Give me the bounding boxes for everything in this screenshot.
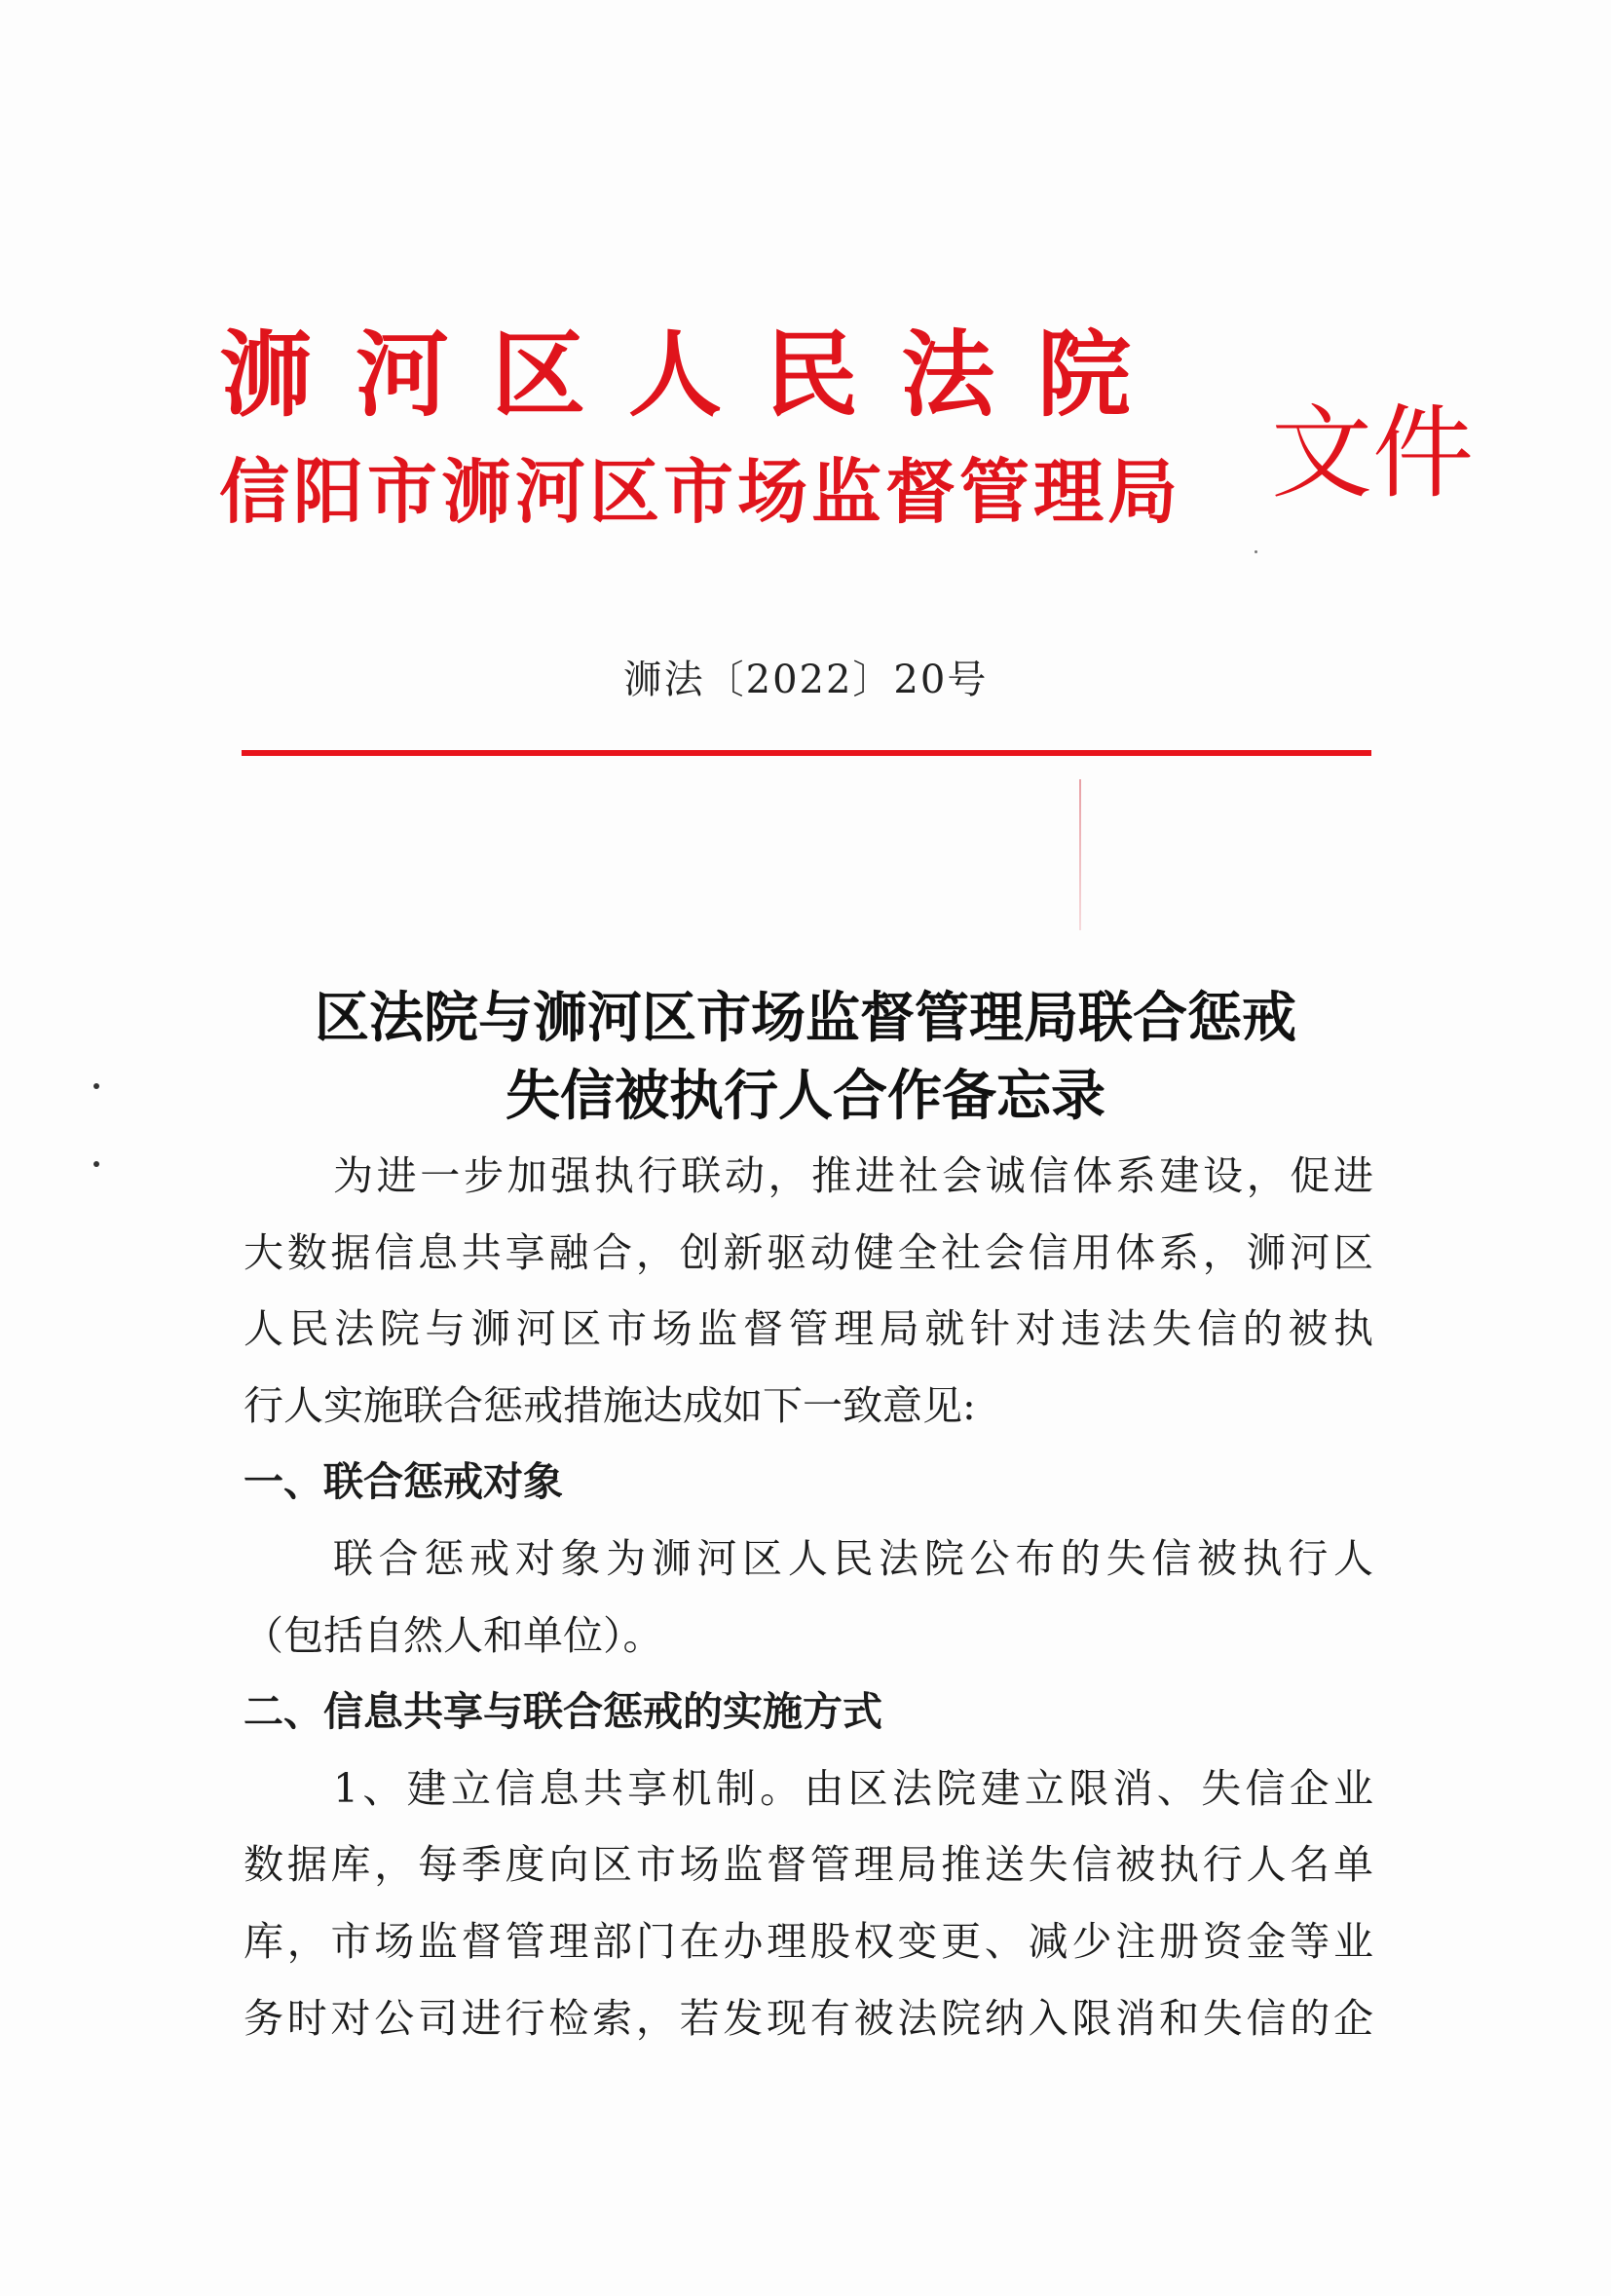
issuer-court: 浉河区人民法院 xyxy=(219,320,1174,430)
document-body xyxy=(244,1138,1373,2056)
document-number: 浉法〔2022〕20号 xyxy=(622,658,989,702)
scan-mark xyxy=(1079,779,1081,930)
document-suffix: 文件 xyxy=(1271,394,1475,512)
section-1-line: （包括自然人和单位）。 xyxy=(244,1611,663,1659)
section-1-line: 联合惩戒对象为浉河区人民法院公布的失信被执行人 xyxy=(333,1534,1373,1582)
section-2-line: 务时对公司进行检索，若发现有被法院纳入限消和失信的企 xyxy=(244,1994,1373,2042)
section-1-heading: 一、联合惩戒对象 xyxy=(244,1458,563,1506)
section-2-line: 库，市场监督管理部门在办理股权变更、减少注册资金等业 xyxy=(244,1917,1373,1965)
section-2-line: 1、建立信息共享机制。由区法院建立限消、失信企业 xyxy=(333,1764,1373,1812)
red-separator-line xyxy=(242,750,1371,756)
document-title-line-2: 失信被执行人合作备忘录 xyxy=(506,1064,1105,1128)
binding-hole-mark xyxy=(94,1161,99,1167)
scan-speck xyxy=(1255,550,1257,553)
section-2-heading: 二、信息共享与联合惩戒的实施方式 xyxy=(244,1688,882,1736)
intro-line: 为进一步加强执行联动，推进社会诚信体系建设，促进 xyxy=(333,1152,1373,1199)
document-title-line-1: 区法院与浉河区市场监督管理局联合惩戒 xyxy=(315,986,1296,1050)
intro-line: 行人实施联合惩戒措施达成如下一致意见: xyxy=(244,1381,976,1429)
intro-line: 人民法院与浉河区市场监督管理局就针对违法失信的被执 xyxy=(244,1305,1373,1353)
issuer-bureau: 信阳市浉河区市场监督管理局 xyxy=(219,451,1182,533)
intro-line: 大数据信息共享融合，创新驱动健全社会信用体系，浉河区 xyxy=(244,1228,1373,1276)
section-2-line: 数据库，每季度向区市场监督管理局推送失信被执行人名单 xyxy=(244,1841,1373,1889)
